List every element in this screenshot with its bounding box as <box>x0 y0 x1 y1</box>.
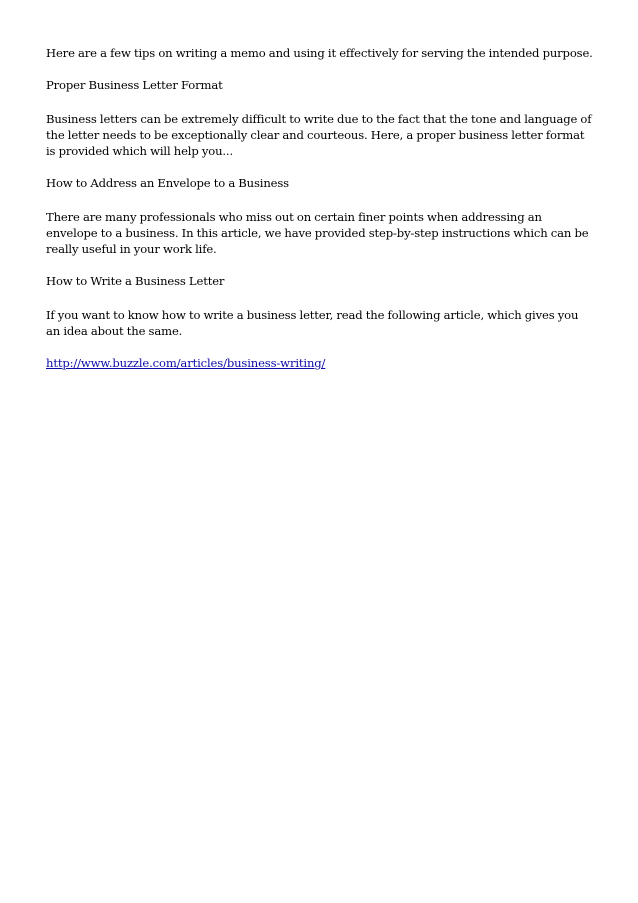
section-body-address-envelope: There are many professionals who miss out on certain finer points when addressing an envelope to a business. In this article, we have provided step-by-step instructions which can be really useful in your work life. <box>46 210 589 256</box>
source-link[interactable]: http://www.buzzle.com/articles/business-writing/ <box>46 356 326 370</box>
section-body-write-letter: If you want to know how to write a business letter, read the following article, which gives you an idea about the same. <box>46 308 579 338</box>
section-body-letter-format: Business letters can be extremely difficult to write due to the fact that the tone and language of the letter needs to be exceptionally clear and courteous. Here, a proper business letter format is provided which will help you... <box>46 112 592 158</box>
link-paragraph <box>46 355 594 371</box>
section-title-letter-format: Proper Business Letter Format <box>46 78 223 92</box>
section-title-write-letter: How to Write a Business Letter <box>46 274 225 288</box>
document-content <box>46 45 594 387</box>
intro-paragraph: Here are a few tips on writing a memo and using it effectively for serving the intended purpose. <box>46 46 593 60</box>
section-title-address-envelope: How to Address an Envelope to a Business <box>46 176 289 190</box>
